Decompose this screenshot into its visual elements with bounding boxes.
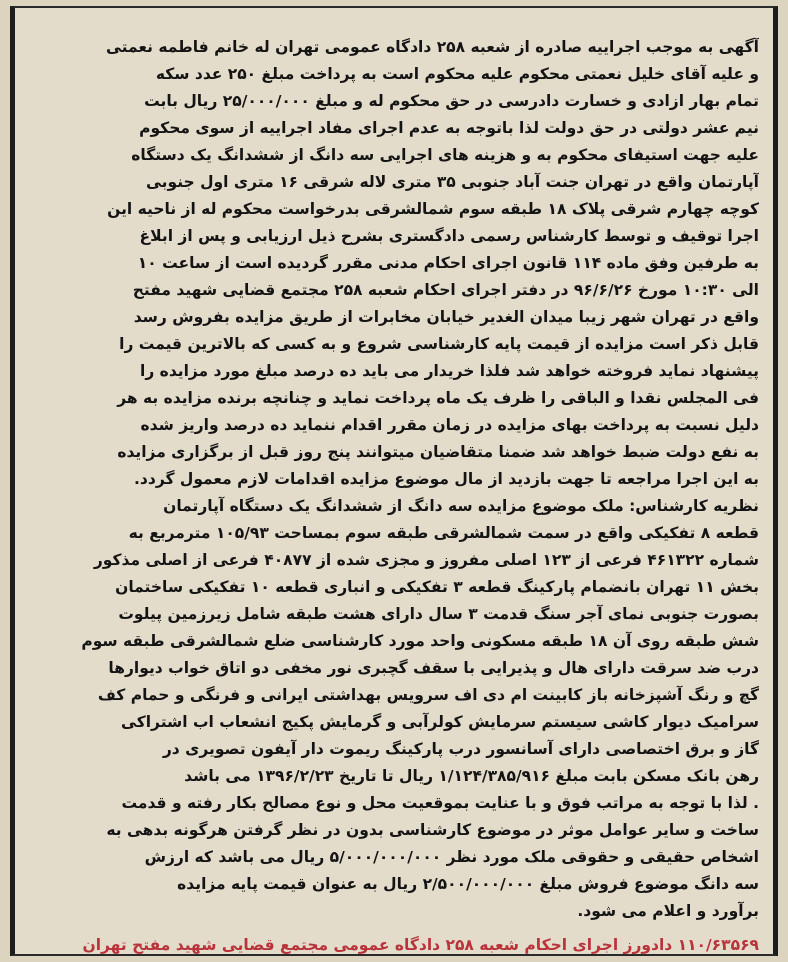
notice-line: اجرا توقیف و توسط کارشناس رسمی دادگستری بشرح ذیل ارزیابی و پس از ابلاغ	[139, 227, 759, 245]
notice-line: سه دانگ موضوع فروش مبلغ ۲/۵۰۰/۰۰۰/۰۰۰ ریال به عنوان قیمت پایه مزایده	[177, 875, 759, 893]
notice-line: برآورد و اعلام می شود.	[577, 902, 759, 920]
notice-footer-signature: ۱۱۰/۶۳۵۶۹ دادورز اجرای احکام شعبه ۲۵۸ دادگاه عمومی مجتمع قضایی شهید مفتح تهران	[82, 936, 759, 954]
notice-line: کوچه چهارم شرقی پلاک ۱۸ طبقه سوم شمالشرقی بدرخواست محکوم له از ناحیه این	[107, 200, 759, 218]
notice-line: بصورت جنوبی نمای آجر سنگ قدمت ۳ سال دارای هشت طبقه شامل زیرزمین پیلوت	[118, 605, 759, 623]
notice-frame	[10, 6, 778, 956]
notice-line: به نفع دولت ضبط خواهد شد ضمنا متقاضیان میتوانند پنج روز قبل از برگزاری مزایده	[117, 443, 759, 461]
notice-line: سرامیک دیوار کاشی سیستم سرمایش کولرآبی و گرمایش پکیج انشعاب اب اشتراکی	[121, 713, 759, 731]
notice-line: گچ و رنگ آشپزخانه باز کابینت ام دی اف سرویس بهداشتی ایرانی و فرنگی و حمام کف	[97, 686, 759, 704]
notice-line: قابل ذکر است مزایده از قیمت پایه کارشناسی شروع و به کسی که بالاترین قیمت را	[119, 335, 759, 353]
notice-line: ساخت و سایر عوامل موثر در موضوع کارشناسی بدون در نظر گرفتن هرگونه بدهی به	[106, 821, 759, 839]
notice-line: آگهی به موجب اجراییه صادره از شعبه ۲۵۸ دادگاه عمومی تهران له خانم فاطمه نعمتی	[105, 38, 759, 56]
notice-line: گاز و برق اختصاصی دارای آسانسور درب پارکینگ ریموت دار آیفون تصویری در	[162, 740, 759, 758]
notice-line: علیه جهت استیفای محکوم به و هزینه های اجرایی سه دانگ از ششدانگ یک دستگاه	[131, 146, 759, 164]
notice-line: به طرفین وفق ماده ۱۱۴ قانون اجرای احکام مدنی مقرر گردیده است از ساعت ۱۰	[137, 254, 759, 272]
notice-line: رهن بانک مسکن بابت مبلغ ۱/۱۲۴/۳۸۵/۹۱۶ ریال تا تاریخ ۱۳۹۶/۲/۲۳ می باشد	[184, 767, 759, 785]
notice-line: بخش ۱۱ تهران بانضمام پارکینگ قطعه ۳ تفکیکی و انباری قطعه ۱۰ تفکیکی ساختمان	[115, 578, 759, 596]
notice-body	[29, 34, 759, 925]
notice-line: الی ۱۰:۳۰ مورخ ۹۶/۶/۲۶ در دفتر اجرای احکام شعبه ۲۵۸ مجتمع قضایی شهید مفتح	[132, 281, 759, 299]
notice-line: . لذا با توجه به مراتب فوق و با عنایت بموقعیت محل و نوع مصالح بکار رفته و قدمت	[121, 794, 759, 812]
notice-line: دلیل نسبت به پرداخت بهای مزایده در زمان مقرر اقدام ننماید ده درصد واریز شده	[140, 416, 759, 434]
notice-line: شماره ۴۶۱۳۲۲ فرعی از ۱۲۳ اصلی مفروز و مجزی شده از ۴۰۸۷۷ فرعی از اصلی مذکور	[93, 551, 759, 569]
notice-line: شش طبقه روی آن ۱۸ طبقه مسکونی واحد مورد کارشناسی ضلع شمالشرقی طبقه سوم	[81, 632, 759, 650]
notice-line: آپارتمان واقع در تهران جنت آباد جنوبی ۳۵ متری لاله شرقی ۱۶ متری اول جنوبی	[145, 173, 759, 191]
notice-line: به این اجرا مراجعه تا جهت بازدید از مال موضوع مزایده اقدامات لازم معمول گردد.	[134, 470, 759, 488]
notice-line: اشخاص حقیقی و حقوقی ملک مورد نظر ۵/۰۰۰/۰۰۰/۰۰۰ ریال می باشد که ارزش	[144, 848, 759, 866]
notice-line: واقع در تهران شهر زیبا میدان الغدیر خیابان مخابرات از طریق مزایده بفروش رسد	[133, 308, 759, 326]
notice-line: درب ضد سرقت دارای هال و پذیرایی با سقف گچبری نور مخفی دو اتاق خواب دیوارها	[108, 659, 759, 677]
notice-line: نیم عشر دولتی در حق دولت لذا باتوجه به عدم اجرای مفاد اجراییه از سوی محکوم	[139, 119, 759, 137]
notice-line: تمام بهار ازادی و خسارت دادرسی در حق محکوم له و مبلغ ۲۵/۰۰۰/۰۰۰ ریال بابت	[144, 92, 759, 110]
notice-line: قطعه ۸ تفکیکی واقع در سمت شمالشرقی طبقه سوم بمساحت ۱۰۵/۹۳ مترمربع به	[128, 524, 759, 542]
notice-line: فی المجلس نقدا و الباقی را ظرف یک ماه پرداخت نماید و چنانچه برنده مزایده به هر	[117, 389, 759, 407]
notice-line: نظریه کارشناس: ملک موضوع مزایده سه دانگ از ششدانگ یک دستگاه آپارتمان	[163, 497, 759, 515]
notice-line: پیشنهاد نماید فروخته خواهد شد فلذا خریدار می باید ده درصد مبلغ مورد مزایده را	[140, 362, 759, 380]
notice-line: و علیه آقای خلیل نعمتی محکوم علیه محکوم است به پرداخت مبلغ ۲۵۰ عدد سکه	[155, 65, 759, 83]
